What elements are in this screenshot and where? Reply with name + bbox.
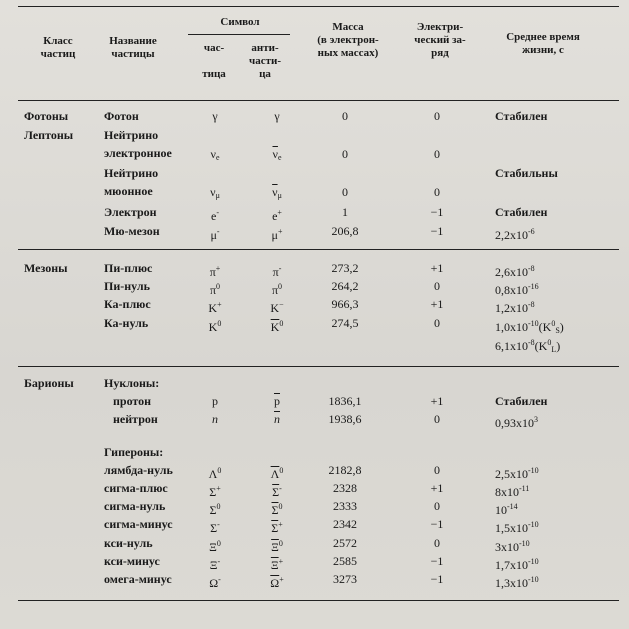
life-sigma-plus: $8x10^{-11}$ (495, 484, 530, 499)
mass-lambda: 2182,8 (328, 463, 362, 477)
mass-xi-zero: 2572 (333, 536, 357, 550)
mass-muon: 206,8 (331, 224, 359, 238)
group-photons: Фотоны (24, 109, 69, 123)
life-lambda: $2,5x10^{-10}$ (495, 466, 539, 481)
symbol-electron: e- (211, 208, 219, 223)
symbol-sigma-zero: $\Sigma^0$ (209, 502, 221, 517)
name-xi-minus: кси-минус (104, 554, 160, 568)
mass-proton: 1836,1 (328, 394, 362, 408)
antisymbol-neutron: $\overline{n}$ (274, 412, 280, 426)
life-photon: Стабилен (495, 109, 548, 123)
charge-neutron: 0 (434, 412, 440, 426)
table-bottom-rule (18, 600, 619, 601)
group-rule-1 (18, 249, 619, 250)
mass-pi-plus: 273,2 (331, 261, 359, 275)
antisymbol-xi-zero: $\overline{\Xi}^0$ (271, 539, 283, 554)
name-photon: Фотон (104, 109, 139, 123)
antisymbol-mu-neutrino: $\overline{\nu}_\mu$ (272, 185, 282, 200)
mass-sigma-minus: 2342 (333, 517, 357, 531)
name-sigma-zero: сигма-нуль (104, 499, 166, 513)
mass-sigma-plus: 2328 (333, 481, 357, 495)
symbol-muon: μ- (210, 227, 220, 242)
charge-photon: 0 (434, 109, 440, 123)
charge-e-neutrino: 0 (434, 147, 440, 161)
charge-k-plus: +1 (430, 297, 444, 311)
name-proton: протон (113, 394, 152, 408)
name-k-zero: Ка-нуль (104, 316, 149, 330)
mass-sigma-zero: 2333 (333, 499, 357, 513)
life-pi-plus: $2,6x10^{-8}$ (495, 264, 535, 279)
symbol-rule (188, 34, 290, 35)
label-hyperons: Гипероны: (104, 445, 164, 459)
name-electron: Электрон (104, 205, 157, 219)
antisymbol-lambda: $\overline{\Lambda}^0$ (270, 466, 284, 481)
symbol-e-neutrino: $\nu_e$ (210, 147, 220, 162)
charge-sigma-zero: 0 (434, 499, 440, 513)
header-lifetime: Среднее время жизни, с (506, 31, 580, 56)
symbol-xi-minus: Ξ- (209, 557, 221, 572)
header-symbol: Символ (220, 16, 260, 28)
symbol-sigma-plus: Σ+ (209, 484, 221, 499)
antisymbol-xi-minus: $\overline{\Xi}^+$ (270, 557, 284, 572)
group-mesons: Мезоны (24, 261, 68, 275)
symbol-k-plus: K+ (208, 300, 222, 315)
antisymbol-muon: μ+ (271, 227, 283, 242)
antisymbol-pi-zero: $\pi^0$ (271, 282, 283, 297)
symbol-proton: p (212, 394, 218, 408)
name-pi-plus: Пи-плюс (104, 261, 153, 275)
mass-pi-zero: 264,2 (331, 279, 359, 293)
life-neutron: $0,93x10^3$ (495, 415, 538, 430)
antisymbol-sigma-minus: $\overline{\Sigma}^+$ (271, 520, 283, 535)
header-charge: Электри- ческий за- ряд (414, 21, 466, 59)
charge-pi-plus: +1 (430, 261, 444, 275)
symbol-mu-neutrino: $\nu_\mu$ (210, 185, 220, 200)
charge-muon: −1 (430, 224, 444, 238)
mass-neutron: 1938,6 (328, 412, 362, 426)
name-omega-minus: омега-минус (104, 572, 172, 586)
life-k-plus: $1,2x10^{-8}$ (495, 300, 535, 315)
name-lambda: лямбда-нуль (104, 463, 173, 477)
antisymbol-omega-minus: $\overline{\Omega}^+$ (270, 575, 284, 590)
mass-k-plus: 966,3 (331, 297, 359, 311)
life-xi-minus: $1,7x10^{-10}$ (495, 557, 539, 572)
label-nucleons: Нуклоны: (104, 376, 160, 390)
mass-k-zero: 274,5 (331, 316, 359, 330)
table-top-rule (18, 6, 619, 7)
life-muon: $2,2x10^{-6}$ (495, 227, 535, 242)
charge-electron: −1 (430, 205, 444, 219)
charge-sigma-plus: +1 (430, 481, 444, 495)
life-pi-zero: $0,8x10^{-16}$ (495, 282, 539, 297)
header-rule (18, 100, 619, 101)
antisymbol-proton: $\overline{p}$ (274, 394, 280, 408)
group-baryons: Барионы (24, 376, 74, 390)
mass-omega-minus: 3273 (333, 572, 357, 586)
header-name: Название частицы (109, 35, 157, 60)
header-class: Класс частиц (40, 35, 76, 60)
life-xi-zero: $3x10^{-10}$ (495, 539, 530, 554)
antisymbol-e-neutrino: $\overline{\nu}_e$ (272, 147, 282, 162)
symbol-neutron: n (212, 412, 218, 426)
name-xi-zero: кси-нуль (104, 536, 153, 550)
mass-e-neutrino: 0 (342, 147, 348, 161)
life-k-zero-short: $1,0x10^{-10}(K^0_S)$ (495, 319, 564, 335)
antisymbol-sigma-plus: $\overline{\Sigma}^-$ (272, 484, 282, 499)
name-k-plus: Ка-плюс (104, 297, 151, 311)
symbol-pi-zero: $\pi^0$ (209, 282, 221, 297)
life-omega-minus: $1,3x10^{-10}$ (495, 575, 539, 590)
antisymbol-sigma-zero: $\overline{\Sigma}^0$ (271, 502, 283, 517)
antisymbol-pi-plus: π- (272, 264, 282, 279)
life-neutrinos: Стабильны (495, 166, 558, 180)
charge-xi-zero: 0 (434, 536, 440, 550)
charge-k-zero: 0 (434, 316, 440, 330)
symbol-sigma-minus: Σ- (210, 520, 220, 535)
group-leptons: Лептоны (24, 128, 74, 142)
mass-mu-neutrino: 0 (342, 185, 348, 199)
symbol-xi-zero: $\Xi^0$ (209, 539, 221, 554)
symbol-lambda: $\Lambda^0$ (208, 466, 222, 481)
symbol-photon: γ (212, 109, 218, 123)
name-pi-zero: Пи-нуль (104, 279, 150, 293)
name-e-neutrino-2: электронное (104, 146, 172, 160)
header-antiparticle: анти- части- ца (249, 42, 281, 80)
charge-sigma-minus: −1 (430, 517, 444, 531)
charge-xi-minus: −1 (430, 554, 444, 568)
group-rule-2 (18, 366, 619, 367)
antisymbol-electron: e+ (272, 208, 282, 223)
life-sigma-minus: $1,5x10^{-10}$ (495, 520, 539, 535)
name-mu-neutrino-1: Нейтрино (104, 166, 159, 180)
name-e-neutrino-1: Нейтрино (104, 128, 159, 142)
charge-lambda: 0 (434, 463, 440, 477)
name-sigma-minus: сигма-минус (104, 517, 173, 531)
header-mass: Масса (в электрон- ных массах) (317, 21, 379, 59)
name-muon: Мю-мезон (104, 224, 160, 238)
charge-proton: +1 (430, 394, 444, 408)
name-sigma-plus: сигма-плюс (104, 481, 168, 495)
charge-mu-neutrino: 0 (434, 185, 440, 199)
symbol-omega-minus: Ω- (209, 575, 221, 590)
mass-photon: 0 (342, 109, 348, 123)
mass-xi-minus: 2585 (333, 554, 357, 568)
charge-omega-minus: −1 (430, 572, 444, 586)
name-neutron: нейтрон (113, 412, 158, 426)
header-particle: час- тица (202, 42, 226, 80)
life-proton: Стабилен (495, 394, 548, 408)
antisymbol-k-plus: K− (270, 300, 284, 315)
life-electron: Стабилен (495, 205, 548, 219)
antisymbol-k-zero: $\overline{K}^0$ (270, 319, 284, 334)
antisymbol-photon: γ (274, 109, 280, 123)
name-mu-neutrino-2: мюонное (104, 184, 153, 198)
mass-electron: 1 (342, 205, 348, 219)
charge-pi-zero: 0 (434, 279, 440, 293)
life-k-zero-long: $6,1x10^{-8}(K^0_L)$ (495, 338, 561, 354)
symbol-pi-plus: π+ (209, 264, 221, 279)
life-sigma-zero: $10^{-14}$ (495, 502, 518, 517)
symbol-k-zero: $K^0$ (208, 319, 222, 334)
